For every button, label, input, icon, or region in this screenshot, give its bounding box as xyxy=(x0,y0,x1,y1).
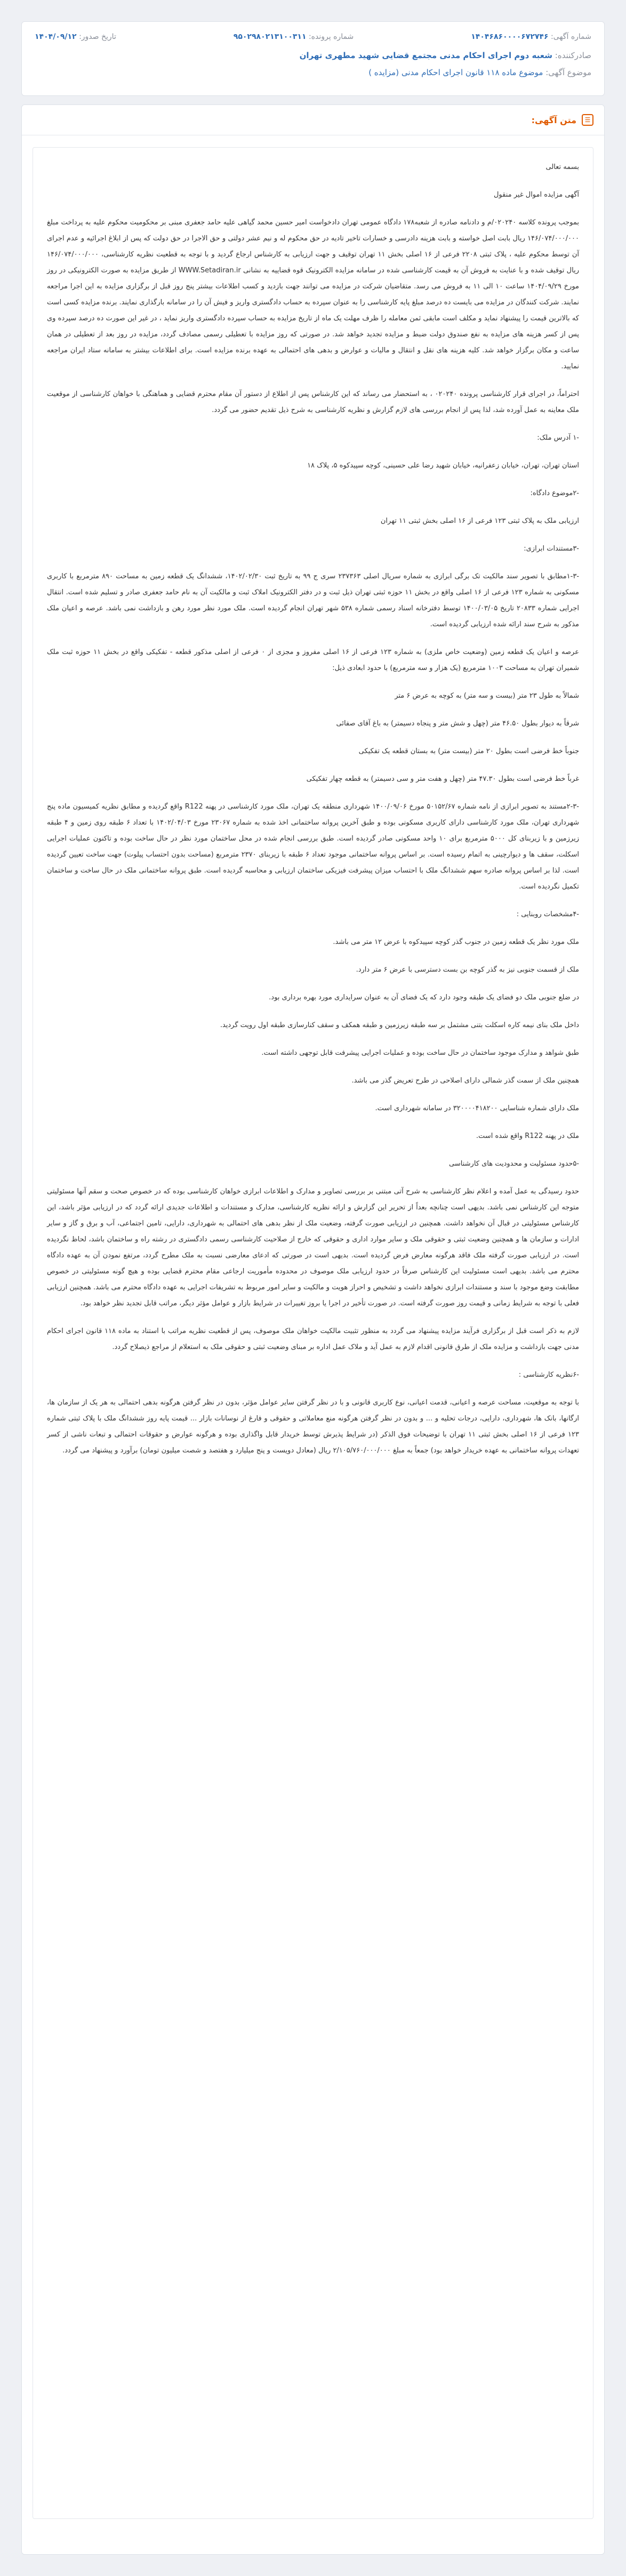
notice-paragraph: ملک مورد نظر یک قطعه زمین در جنوب گذر کوچه سپیدکوه با عرض ۱۲ متر می باشد. xyxy=(333,938,579,946)
notice-paragraph: -۱ آدرس ملک: xyxy=(537,434,579,442)
notice-paragraph: استان تهران، تهران، خیابان زعفرانیه، خیابان شهید رضا علی حسینی، کوچه سپیدکوه ۵، پلاک ۱۸ xyxy=(307,462,579,470)
notice-header xyxy=(21,21,605,96)
subject-row xyxy=(35,66,591,79)
issue-date xyxy=(35,30,116,43)
notice-paragraph: -۶نظریه کارشناسی : xyxy=(518,1371,579,1379)
issuer-value: شعبه دوم اجرای احکام مدنی مجتمع قضایی شهید مطهری تهران xyxy=(299,51,552,60)
notice-paragraph: با توجه به موقعیت، مساحت عرصه و اعیانی، قدمت اعیانی، نوع کاربری قانونی و با در نظر گرفتن سایر عوامل مؤثر، بدون در نظر گرفتن هرگونه بدهی احتمالی به هر یک از سازمان ها، ارگانها، بانک ها، شهرداری، دارایی، درجات تحلیه و ... و بدون در نظر گرفتن هرگونه منع معاملاتی و حقوقی و فارغ از نوسانات بازار ... قیمت پایه روز ششدانگ ملک با پلاک ثبتی شماره ۱۲۳ فرعی از ۱۶ اصلی بخش ثبتی ۱۱ تهران با توضیحات فوق الذکر (در شرایط پذیرش توسط خریدار قابل واگذاری بوده و هرگونه عوارض و حقوقات احتمالی و تبعات ناشی از کسر تعهدات پروانه ساختمانی به عهده خریدار خواهد بود) جمعاً به مبلغ ۲/۱۰۵/۷۶۰/۰۰۰/۰۰۰ ریال (معادل دویست و پنج میلیارد و هفتصد و شصت میلیون تومان) برآورد و پیشنهاد می گردد. xyxy=(47,1399,579,1455)
subject-value: موضوع ماده ۱۱۸ قانون اجرای احکام مدنی (مزایده ) xyxy=(368,68,543,77)
case-number-label: شماره پرونده: xyxy=(308,33,354,41)
notice-paragraph: بموجب پرونده کلاسه ۰۲۰۲۴۰/م و دادنامه صادره از شعبه۱۷۸ دادگاه عمومی تهران دادخواست امیر حسین محمد گیاهی علیه حامد جعفری مبنی بر محکومیت محکوم علیه به پرداخت مبلغ ۱۴۶/۰۷۴/۰۰۰/۰۰۰ ریال بابت اصل خواسته و بابت هزینه دادرسی و خسارات تاخیر تادیه در حق محکوم له و نیم عشر دولتی و حق الاجرا در حق دولت که پس از ابلاغ اجرائیه و عدم اجرای آن توسط محکوم علیه ، پلاک ثبتی ۲۲۰۸ فرعی از ۱۶ اصلی بخش ۱۱ تهران توقیف و جهت ارزیابی به کارشناس ارجاع گردید و با توجه به قطعیت نظریه کارشناسی، ۱۴۶/۰۷۴/۰۰۰/۰۰۰ ریال توقیف شده و با عنایت به فروش آن به قیمت کارشناسی شده در سامانه مزایده الکترونیک قوه قضاییه به نشانی WWW.Setadiran.ir از طریق مزایده به صورت الکترونیکی در روز مورخ ۱۴۰۴/۰۹/۲۹ ساعت ۱۰ الی ۱۱ به فروش می رسد. متقاضیان شرکت در مزایده می توانند جهت بازدید و کسب اطلاعات بیشتر پنج روز قبل از برگزاری مزایده به این اجرا مراجعه نمایند. شرکت کنندگان در مزایده می بایست ده درصد مبلغ پایه کارشناسی را به عنوان سپرده به حساب دادگستری واریز و فیش آن را در سامانه بارگذاری نمایند. برنده مزایده کسی است که بالاترین قیمت را پیشنهاد نماید و مکلف است مابقی ثمن معامله را ظرف مهلت یک ماه از تاریخ مزایده به حساب سپرده دادگستری واریز نماید ، در غیر این صورت ده درصد سپرده وی پس از کسر هزینه های مزایده به نفع صندوق دولت ضبط و مزایده تجدید خواهد شد. در صورتی که روز مزایده با تعطیلی رسمی مصادف گردد، مزایده در روز بعد از تعطیلی در همان ساعت و مکان برگزار خواهد شد. کلیه هزینه های نقل و انتقال و مالیات و عوارض و بدهی های احتمالی به عهده برنده مزایده است. برای اطلاعات بیشتر به سامانه ستاد ایران مراجعه نمایید. xyxy=(47,219,579,370)
notice-body-title: متن آگهی: xyxy=(531,115,576,125)
notice-body-card xyxy=(21,104,605,2555)
notice-paragraph: -۲موضوع دادگاه: xyxy=(530,489,579,497)
notice-meta-row xyxy=(35,30,591,43)
notice-paragraph: عرصه و اعیان یک قطعه زمین (وضعیت خاص ملزی) به شماره ۱۲۳ فرعی از ۱۶ اصلی مفروز و مجزی از ۰ فرعی از اصلی مذکور قطعه - تفکیکی واقع در بخش ۱۱ حوزه ثبت ملک شمیران تهران به مساحت ۱۰۰۳ مترمربع (یک هزار و سه مترمربع) با حدود ابعادی ذیل: xyxy=(47,648,579,672)
case-number xyxy=(234,30,354,43)
notice-text xyxy=(33,147,593,2519)
notice-paragraph: -۳مستندات ابرازی: xyxy=(524,545,579,553)
notice-paragraph: ارزیابی ملک به پلاک ثبتی ۱۲۳ فرعی از ۱۶ اصلی بخش ثبتی ۱۱ تهران xyxy=(380,517,579,525)
notice-paragraph: احتراماً، در اجرای قرار کارشناسی پرونده ۰۲۰۲۴۰ ، به استحضار می رساند که این کارشناس پس از اطلاع از دستور آن مقام محترم قضایی و هماهنگی با خواهان کارشناسی از موقعیت ملک معاینه به عمل آورده شد، لذا پس از انجام بررسی های لازم گزارش و نظریه کارشناسی به شرح ذیل تقدیم حضور می گردد. xyxy=(47,390,579,414)
subject-label: موضوع آگهی: xyxy=(545,68,591,77)
notice-paragraph: در ضلع جنوبی ملک دو فضای یک طبقه وجود دارد که یک فضای آن به عنوان سرایداری مورد بهره برداری بود. xyxy=(269,994,579,1002)
notice-paragraph: ملک دارای شماره شناسایی ۳۲۰۰۰۰۴۱۸۲۰۰ در سامانه شهرداری است. xyxy=(375,1104,579,1112)
notice-paragraph: ملک در پهنه R122 واقع شده است. xyxy=(476,1132,579,1140)
notice-number-value: ۱۴۰۴۶۸۶۰۰۰۰۶۷۲۷۴۶ xyxy=(471,33,549,41)
document-icon: ☰ xyxy=(582,114,593,126)
notice-paragraph: -۲-۳مستند به تصویر ابرازی از نامه شماره ۵۰۱۵۲/۶۷ مورخ ۱۴۰۰/۰۹/۰۶ شهرداری منطقه یک تهران، ملک مورد کارشناسی در پهنه R122 واقع گردیده و مطابق نظریه کمیسیون ماده پنج شهرداری تهران، ملک مورد کارشناسی دارای کاربری مسکونی بوده و طبق آخرین پروانه ساختمانی اخذ شده به شماره ۲۳۰۶۷ مورخ ۱۴۰۲/۰۴/۰۳ با تعداد ۶ طبقه روی زمین و ۴ طبقه زیرزمین و با زیربنای کل ۵۰۰۰ مترمربع برای ۱۰ واحد مسکونی صادر گردیده است. طبق بررسی انجام شده در محل ساختمان مورد نظر در حال ساخت بوده و تاکنون عملیات اجرایی اسکلت، سقف ها و دیوارچینی به اتمام رسیده است. بر اساس پروانه ساختمانی موجود تعداد ۶ طبقه با زیربنای ۲۳۷۰ مترمربع (مساحت بدون احتساب پیلوت) جهت ساخت تعیین گردیده است. لذا بر اساس پروانه صادره سهم ششدانگ ملک با احتساب میزان پیشرفت فیزیکی ساختمان ارزیابی و محاسبه گردیده است. طبق پروانه ساختمانی ملک در حال ساخت و ساختمان تکمیل نگردیده است. xyxy=(47,803,579,891)
notice-paragraph: داخل ملک بنای نیمه کاره اسکلت بتنی مشتمل بر سه طبقه زیرزمین و طبقه همکف و سقف کنارسازی طبقه اول رویت گردید. xyxy=(220,1021,579,1029)
notice-paragraph: لازم به ذکر است قبل از برگزاری فرآیند مزایده پیشنهاد می گردد به منظور تثبیت مالکیت خواهان ملک موصوف، پس از قطعیت نظریه مراتب با استناد به ماده ۱۱۸ قانون اجرای احکام مدنی جهت بازداشت و مزایده ملک از طرق قانونی اقدام لازم به عمل آید و ملاک عمل اداره بر مبنای وضعیت ثبتی و حقوقی ملک به استعلام از مراجع ذیصلاح گردد. xyxy=(47,1327,579,1351)
notice-paragraph: آگهی مزایده اموال غیر منقول xyxy=(493,191,579,199)
issuer-label: صادرکننده: xyxy=(555,51,591,60)
case-number-value: ۹۵۰۲۹۸۰۲۱۳۱۰۰۳۱۱ xyxy=(233,33,307,41)
issue-date-label: تاریخ صدور: xyxy=(79,33,116,41)
notice-paragraph: حدود رسیدگی به عمل آمده و اعلام نظر کارشناسی به شرح آتی مبتنی بر بررسی تصاویر و مدارک و اطلاعات ابرازی خواهان کارشناسی بوده که در خصوص صحت و سقم آنها مسئولیتی متوجه این کارشناس نمی باشد. بدیهی است چنانچه بعداً از تحریر این گزارش و ارائه نظریه کارشناسی، مدارک و مستندات و اطلاعات جدیدی ارائه گردد که در ارزیابی مؤثر باشد، این کارشناس مسئولیتی در قبال آن نخواهد داشت. همچنین در ارزیابی صورت گرفته، وضعیت ملک از نظر بدهی های احتمالی به شهرداری، دارایی، تامین اجتماعی، آب و برق و گاز و سایر ادارات و سازمان ها و همچنین وضعیت ثبتی و حقوقی ملک و سایر موارد اداری و حقوقی که خارج از صلاحیت کارشناسی رسمی دادگستری در رشته راه و ساختمان باشد، لحاظ نگردیده است. در ارزیابی صورت گرفته ملک فاقد هرگونه معارض فرض گردیده است. بدیهی است در صورتی که ادعای معارضی نسبت به ملک مطرح گردد، مرتفع نمودن آن به عهده دادگاه محترم می باشد. بدیهی است مسئولیت این کارشناس صرفاً در حدود ارزیابی ملک موصوف در محدوده مأموریت ارجاعی مقام محترم قضایی بوده و هیچ گونه مسئولیتی در خصوص مطابقت وضع موجود با سند و مستندات ابرازی نخواهد داشت و تشخیص و احراز هویت و مالکیت و سایر امور مربوط به تشریفات اجرایی به عهده دادگاه محترم می باشد. همچنین ارزیابی فعلی با توجه به شرایط زمانی و قیمت روز صورت گرفته است. در صورت تأخیر در اجرا یا بروز تغییرات در شرایط بازار و عوامل مؤثر دیگر، مراتب قابل تجدید نظر خواهد بود. xyxy=(47,1188,579,1307)
notice-paragraph: غرباً خط فرضی است بطول ۴۷.۳۰ متر (چهل و هفت متر و سی دسیمتر) به قطعه چهار تفکیکی xyxy=(306,775,579,783)
issuer-row xyxy=(35,49,591,62)
notice-number xyxy=(471,30,591,43)
notice-paragraph: ملک از قسمت جنوبی نیز به گذر کوچه بن بست دسترسی با عرض ۶ متر دارد. xyxy=(356,966,579,974)
notice-paragraph: -۱-۳مطابق با تصویر سند مالکیت تک برگی ابرازی به شماره سریال اصلی ۲۳۷۳۶۳ سری ج ۹۹ به تاریخ ثبت ۱۴۰۲/۰۲/۳۰، ششدانگ یک قطعه زمین به مساحت ۸۹۰ مترمربع با کاربری مسکونی به شماره ۱۲۳ فرعی از ۱۶ اصلی واقع در بخش ۱۱ حوزه ثبتی تهران ذیل ثبت و در دفتر الکترونیک املاک ثبت و مالکیت آن به نام حامد جعفری صادر و تسلیم شده است. انتقال اجرایی شماره ۲۰۸۳۳ تاریخ ۱۴۰۰/۰۳/۰۵ توسط دفترخانه اسناد رسمی شماره ۵۳۸ شهر تهران انجام گردیده است. ملک مورد نظر مورد رهن و بازداشت نمی باشد. عرصه و اعیان ملک مذکور به شرح سند ارائه شده ارزیابی گردیده است. xyxy=(47,572,580,628)
notice-body-title-bar xyxy=(22,105,604,135)
notice-paragraph: همچنین ملک از سمت گذر شمالی دارای اصلاحی در طرح تعریض گذر می باشد. xyxy=(351,1077,579,1085)
notice-number-label: شماره آگهی: xyxy=(550,33,591,41)
notice-paragraph: شمالاً به طول ۲۳ متر (بیست و سه متر) به کوچه به عرض ۶ متر xyxy=(395,692,579,700)
notice-paragraph: شرقاً به دیوار بطول ۴۶.۵۰ متر (چهل و شش متر و پنجاه دسیمتر) به باغ آقای صفائی xyxy=(336,720,579,728)
issue-date-value: ۱۴۰۴/۰۹/۱۲ xyxy=(35,33,77,41)
notice-paragraph: -۴مشخصات روبنایی : xyxy=(516,910,579,918)
notice-paragraph: -۵حدود مسئولیت و محدودیت های کارشناسی xyxy=(449,1160,579,1168)
notice-paragraph: طبق شواهد و مدارک موجود ساختمان در حال ساخت بوده و عملیات اجرایی پیشرفت قابل توجهی داشته است. xyxy=(261,1049,579,1057)
notice-paragraph: بسمه تعالی xyxy=(545,163,579,171)
notice-paragraph: جنوباً خط فرضی است بطول ۲۰ متر (بیست متر) به بستان قطعه یک تفکیکی xyxy=(358,747,579,755)
